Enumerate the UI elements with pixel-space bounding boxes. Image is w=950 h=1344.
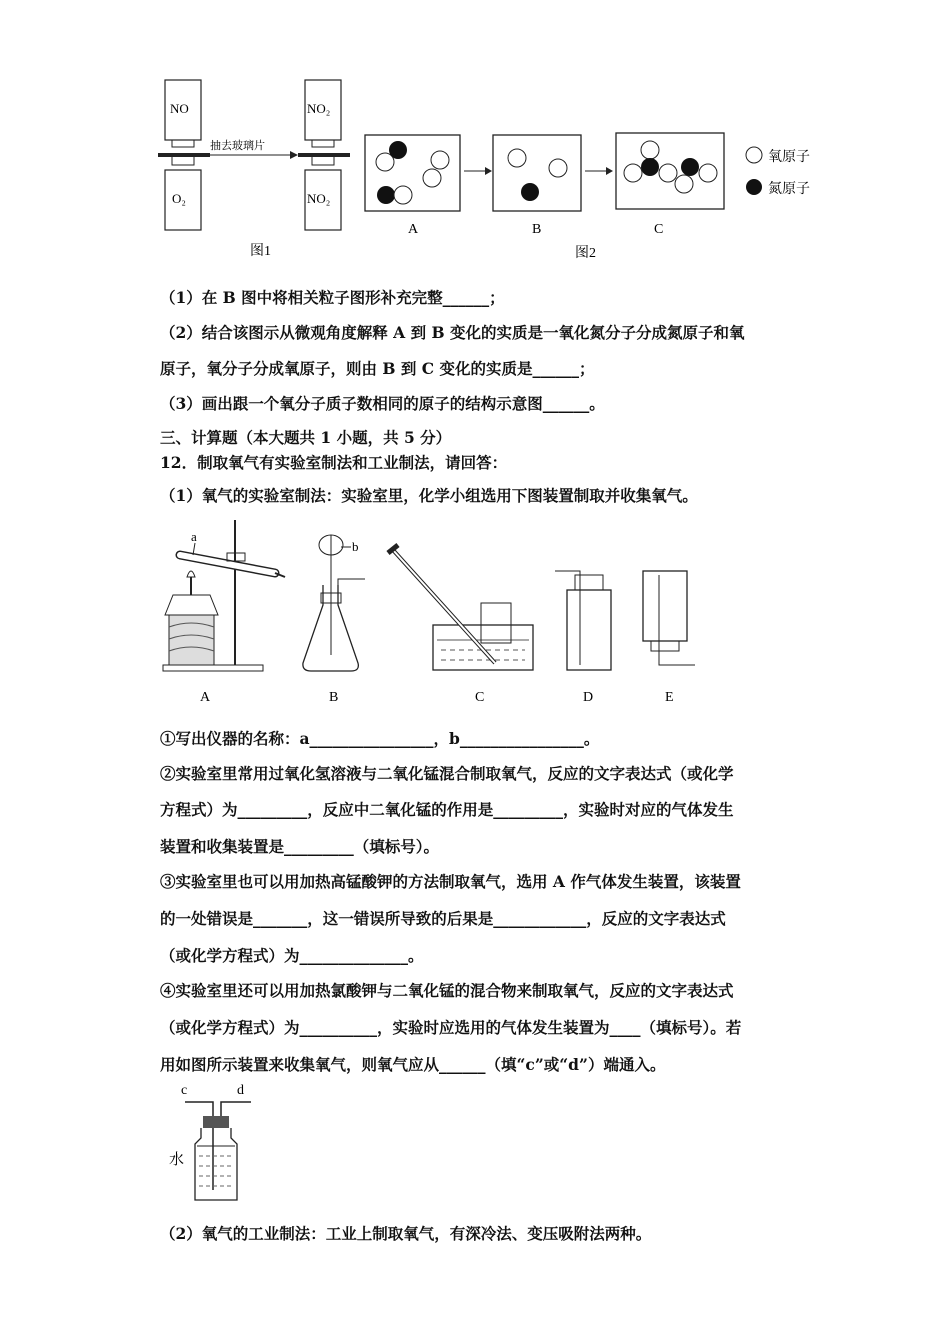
sub-question-2-line-1: ②实验室里常用过氧化氢溶液与二氧化锰混合制取氧气，反应的文字表达式（或化学 <box>160 764 734 783</box>
end-d-label: d <box>237 1083 244 1098</box>
apparatus-a-label: A <box>200 690 211 705</box>
end-c-label: c <box>181 1083 188 1098</box>
figure-2 <box>360 125 830 265</box>
apparatus-c-label: C <box>475 690 485 705</box>
legend-nitrogen: 氮原子 <box>768 182 810 197</box>
legend-oxygen: 氧原子 <box>768 150 810 165</box>
box-a-label: A <box>408 222 419 237</box>
question-12-part-1: （1）氧气的实验室制法：实验室里，化学小组选用下图装置制取并收集氧气。 <box>160 486 698 505</box>
fig2-caption: 图2 <box>575 246 596 261</box>
sub-question-3-line-2: 的一处错误是_______，这一错误所导致的后果是____________，反应的文字表达式 <box>160 909 726 928</box>
sub-question-2-line-2: 方程式）为_________，反应中二氧化锰的作用是_________，实验时对应的气体发生 <box>160 800 734 819</box>
gas-jars-diagram <box>150 75 350 265</box>
question-12: 12．制取氧气有实验室制法和工业制法，请回答： <box>160 453 508 472</box>
box-b-label: B <box>532 222 542 237</box>
after-top-gas-label: NO₂ <box>307 101 331 116</box>
question-2-line-1: （2）结合该图示从微观角度解释 A 到 B 变化的实质是一氧化氮分子分成氮原子和氧 <box>160 323 745 342</box>
arrow-text: 抽去玻璃片 <box>210 140 265 152</box>
fig1-caption: 图1 <box>250 244 271 259</box>
bottom-gas-label: O₂ <box>172 191 186 206</box>
apparatus-figure <box>155 515 715 710</box>
oxygen-legend-icon <box>746 147 762 163</box>
sub-question-4-line-3: 用如图所示装置来收集氧气，则氧气应从______（填“c”或“d”）端通入。 <box>160 1055 666 1074</box>
sub-question-1: ①写出仪器的名称：a________________，b________________。 <box>160 729 600 748</box>
sub-question-3-line-1: ③实验室里也可以用加热高锰酸钾的方法制取氧气，选用 A 作气体发生装置，该装置 <box>160 872 741 891</box>
apparatus-b-label: B <box>329 690 339 705</box>
box-c-label: C <box>654 222 664 237</box>
water-bottle-diagram <box>165 1080 265 1205</box>
nitrogen-legend-icon <box>746 179 762 195</box>
apparatus-d-label: D <box>583 690 594 705</box>
top-gas-label: NO <box>170 101 189 116</box>
mark-a: a <box>191 529 197 544</box>
sub-question-2-line-3: 装置和收集装置是_________（填标号）。 <box>160 837 440 856</box>
box-b <box>493 135 581 211</box>
question-1: （1）在 B 图中将相关粒子图形补充完整______； <box>160 288 505 307</box>
sub-question-4-line-2: （或化学方程式）为__________，实验时应选用的气体发生装置为____（填标号）。若 <box>160 1018 742 1037</box>
water-label: 水 <box>169 1152 185 1168</box>
section-3-title: 三、计算题（本大题共 1 小题，共 5 分） <box>160 428 452 447</box>
sub-question-4-line-1: ④实验室里还可以用加热氯酸钾与二氧化锰的混合物来制取氧气，反应的文字表达式 <box>160 981 734 1000</box>
bottle-figure <box>165 1080 265 1205</box>
figure-1 <box>150 75 350 265</box>
after-bottom-gas-label: NO₂ <box>307 191 331 206</box>
final-question: （2）氧气的工业制法：工业上制取氧气，有深冷法、变压吸附法两种。 <box>160 1224 652 1243</box>
sub-question-3-line-3: （或化学方程式）为______________。 <box>160 946 424 965</box>
apparatus-e-label: E <box>665 690 674 705</box>
question-2-line-2: 原子，氧分子分成氧原子，则由 B 到 C 变化的实质是______； <box>160 359 595 378</box>
mark-b: b <box>352 539 359 554</box>
question-3: （3）画出跟一个氧分子质子数相同的原子的结构示意图______。 <box>160 394 605 413</box>
apparatus-diagram <box>155 515 715 710</box>
molecule-boxes-diagram <box>360 125 830 265</box>
